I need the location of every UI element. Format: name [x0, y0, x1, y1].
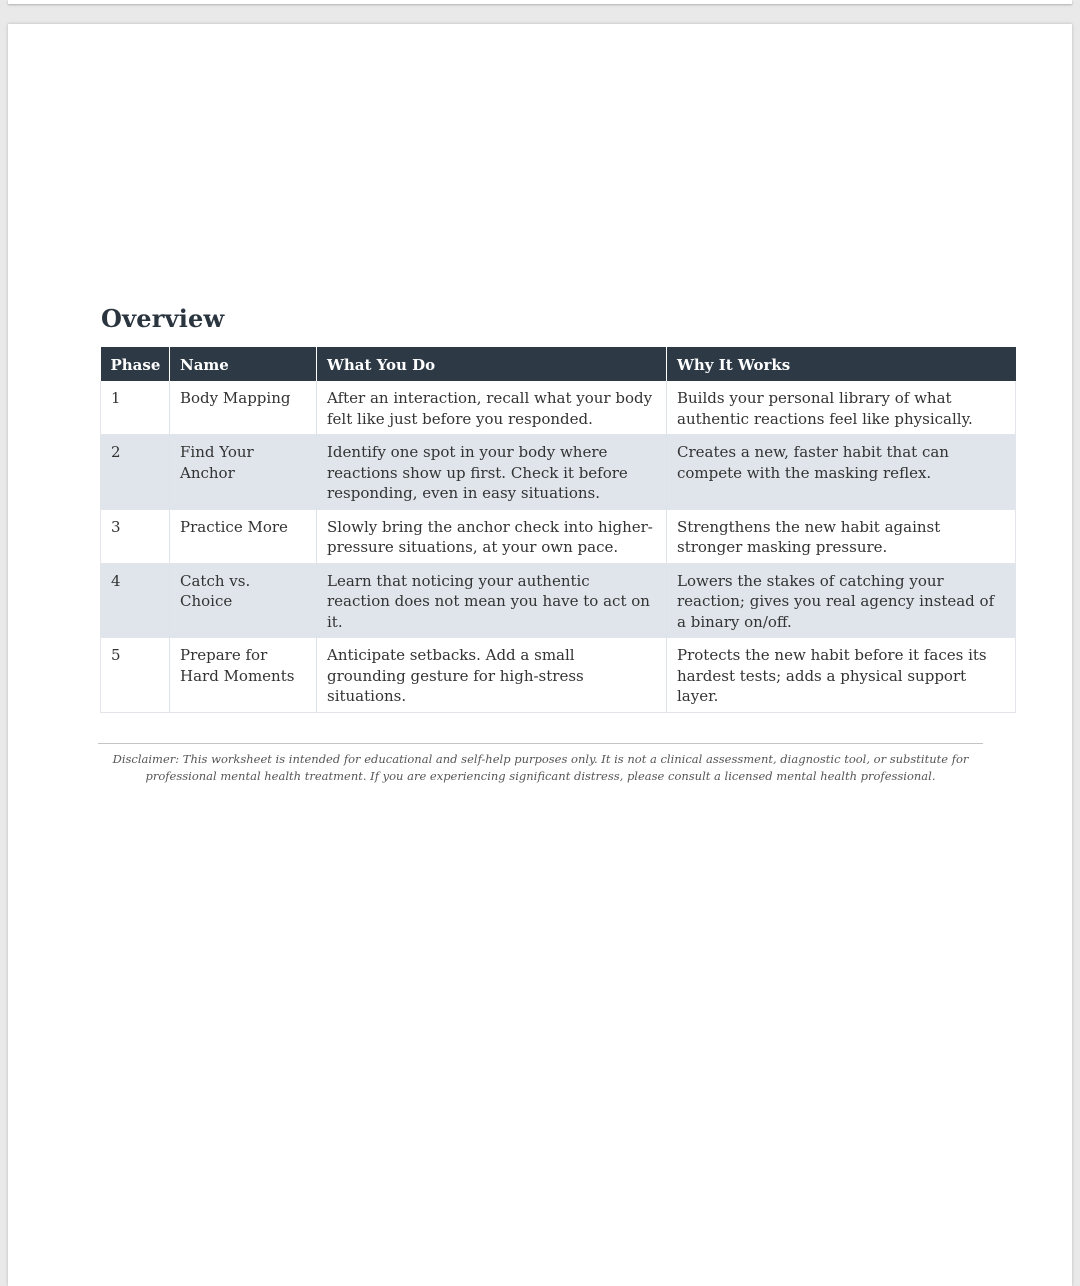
table-header-row — [101, 347, 1016, 381]
what-you-do-cell: After an interaction, recall what your body felt like just before you responded. — [317, 381, 667, 435]
table-row — [101, 563, 1016, 638]
column-header-why-it-works: Why It Works — [667, 347, 1016, 381]
column-header-phase: Phase — [101, 347, 170, 381]
disclaimer-text: Disclaimer: This worksheet is intended for educational and self-help purposes only. It is not a clinical assessment, diagnostic tool, or substitute for professional mental health treatment. If you are experiencing significant distress, please consult a licensed mental health professional. — [112, 752, 969, 783]
name-cell: Prepare for Hard Moments — [170, 638, 317, 713]
phase-cell: 5 — [101, 638, 170, 713]
what-you-do-cell: Slowly bring the anchor check into higher-pressure situations, at your own pace. — [317, 509, 667, 563]
why-it-works-cell: Builds your personal library of what authentic reactions feel like physically. — [667, 381, 1016, 435]
overview-table — [100, 347, 1016, 713]
phase-cell: 1 — [101, 381, 170, 435]
why-it-works-cell: Lowers the stakes of catching your reaction; gives you real agency instead of a binary on/off. — [667, 563, 1016, 638]
table-row — [101, 381, 1016, 435]
why-it-works-cell: Strengthens the new habit against stronger masking pressure. — [667, 509, 1016, 563]
column-header-name: Name — [170, 347, 317, 381]
why-it-works-cell: Creates a new, faster habit that can compete with the masking reflex. — [667, 435, 1016, 510]
name-cell: Body Mapping — [170, 381, 317, 435]
table-row — [101, 509, 1016, 563]
table-row — [101, 435, 1016, 510]
name-cell: Find Your Anchor — [170, 435, 317, 510]
what-you-do-cell: Learn that noticing your authentic reaction does not mean you have to act on it. — [317, 563, 667, 638]
what-you-do-cell: Identify one spot in your body where reactions show up first. Check it before responding, even in easy situations. — [317, 435, 667, 510]
name-cell: Practice More — [170, 509, 317, 563]
name-cell: Catch vs. Choice — [170, 563, 317, 638]
phase-cell: 4 — [101, 563, 170, 638]
phase-cell: 3 — [101, 509, 170, 563]
previous-page-edge — [8, 0, 1072, 4]
phase-cell: 2 — [101, 435, 170, 510]
why-it-works-cell: Protects the new habit before it faces its hardest tests; adds a physical support layer. — [667, 638, 1016, 713]
footer-divider — [98, 743, 983, 744]
document-page — [8, 24, 1072, 1286]
section-heading: Overview — [101, 304, 225, 333]
table-row — [101, 638, 1016, 713]
what-you-do-cell: Anticipate setbacks. Add a small grounding gesture for high-stress situations. — [317, 638, 667, 713]
column-header-what-you-do: What You Do — [317, 347, 667, 381]
